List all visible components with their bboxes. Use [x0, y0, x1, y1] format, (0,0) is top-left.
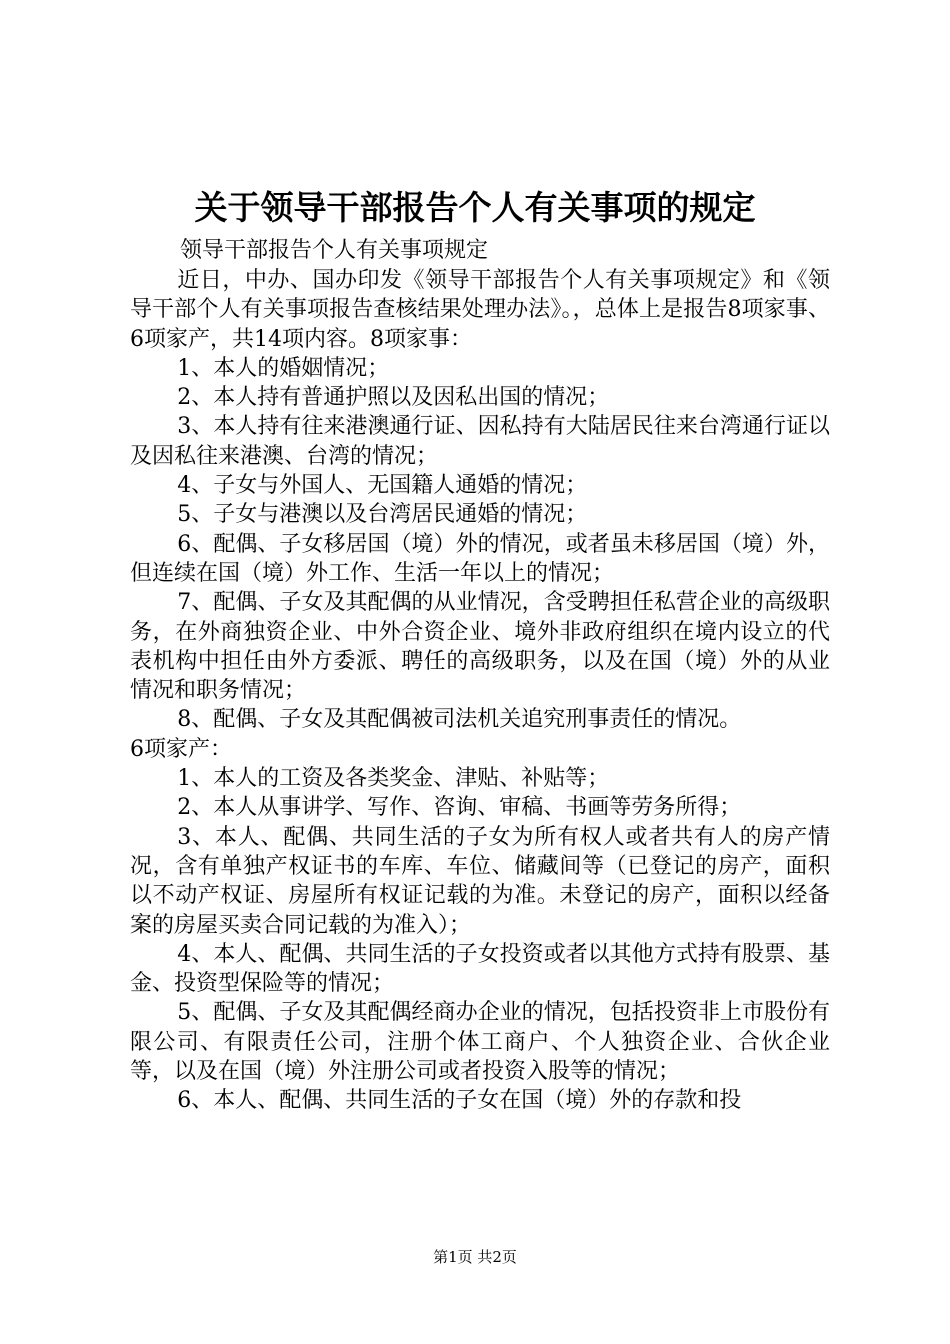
paragraph-asset-item-2: 2、本人从事讲学、写作、咨询、审稿、书画等劳务所得；: [177, 795, 742, 821]
paragraph-asset-item-3: 3、本人、配偶、共同生活的子女为所有权人或者共有人的房产情况，含有单独产权证书的车库、车位、储藏间等（已登记的房产，面积以不动产权证、房屋所有权证记载的为准。未登记的房产，面积以经备案的房屋买卖合同记载的为准入）；: [130, 824, 830, 938]
paragraph-family-item-7: 7、配偶、子女及其配偶的从业情况，含受聘担任私营企业的高级职务，在外商独资企业、中外合资企业、境外非政府组织在境内设立的代表机构中担任由外方委派、聘任的高级职务，以及在国（境）外的从业情况和职务情况；: [130, 590, 830, 704]
paragraph-asset-item-5: 5、配偶、子女及其配偶经商办企业的情况，包括投资非上市股份有限公司、有限责任公司，注册个体工商户、个人独资企业、合伙企业等，以及在国（境）外注册公司或者投资入股等的情况；: [130, 1000, 830, 1085]
document-body: [130, 266, 830, 1116]
document-title: 关于领导干部报告个人有关事项的规定: [194, 188, 756, 227]
section-heading-assets: 6项家产：: [130, 736, 232, 762]
document-subtitle: 领导干部报告个人有关事项规定: [180, 238, 489, 263]
paragraph-family-item-6: 6、配偶、子女移居国（境）外的情况，或者虽未移居国（境）外，但连续在国（境）外工作、生活一年以上的情况；: [130, 531, 830, 586]
paragraph-family-item-8: 8、配偶、子女及其配偶被司法机关追究刑事责任的情况。: [177, 707, 742, 733]
paragraph-family-item-1: 1、本人的婚姻情况；: [177, 355, 390, 381]
paragraph-intro: 近日，中办、国办印发《领导干部报告个人有关事项规定》和《领导干部个人有关事项报告查核结果处理办法》。，总体上是报告8项家事、6项家产，共14项内容。8项家事：: [130, 268, 830, 352]
paragraph-family-item-3: 3、本人持有往来港澳通行证、因私持有大陆居民往来台湾通行证以及因私往来港澳、台湾的情况；: [130, 414, 830, 469]
paragraph-family-item-4: 4、子女与外国人、无国籍人通婚的情况；: [177, 473, 588, 499]
paragraph-asset-item-6: 6、本人、配偶、共同生活的子女在国（境）外的存款和投: [177, 1088, 742, 1114]
paragraph-asset-item-4: 4、本人、配偶、共同生活的子女投资或者以其他方式持有股票、基金、投资型保险等的情况；: [130, 941, 830, 997]
paragraph-family-item-2: 2、本人持有普通护照以及因私出国的情况；: [177, 385, 610, 411]
paragraph-asset-item-1: 1、本人的工资及各类奖金、津贴、补贴等；: [177, 766, 610, 792]
page-footer: 第1页 共2页: [433, 1248, 517, 1266]
paragraph-family-item-5: 5、子女与港澳以及台湾居民通婚的情况；: [177, 502, 588, 528]
